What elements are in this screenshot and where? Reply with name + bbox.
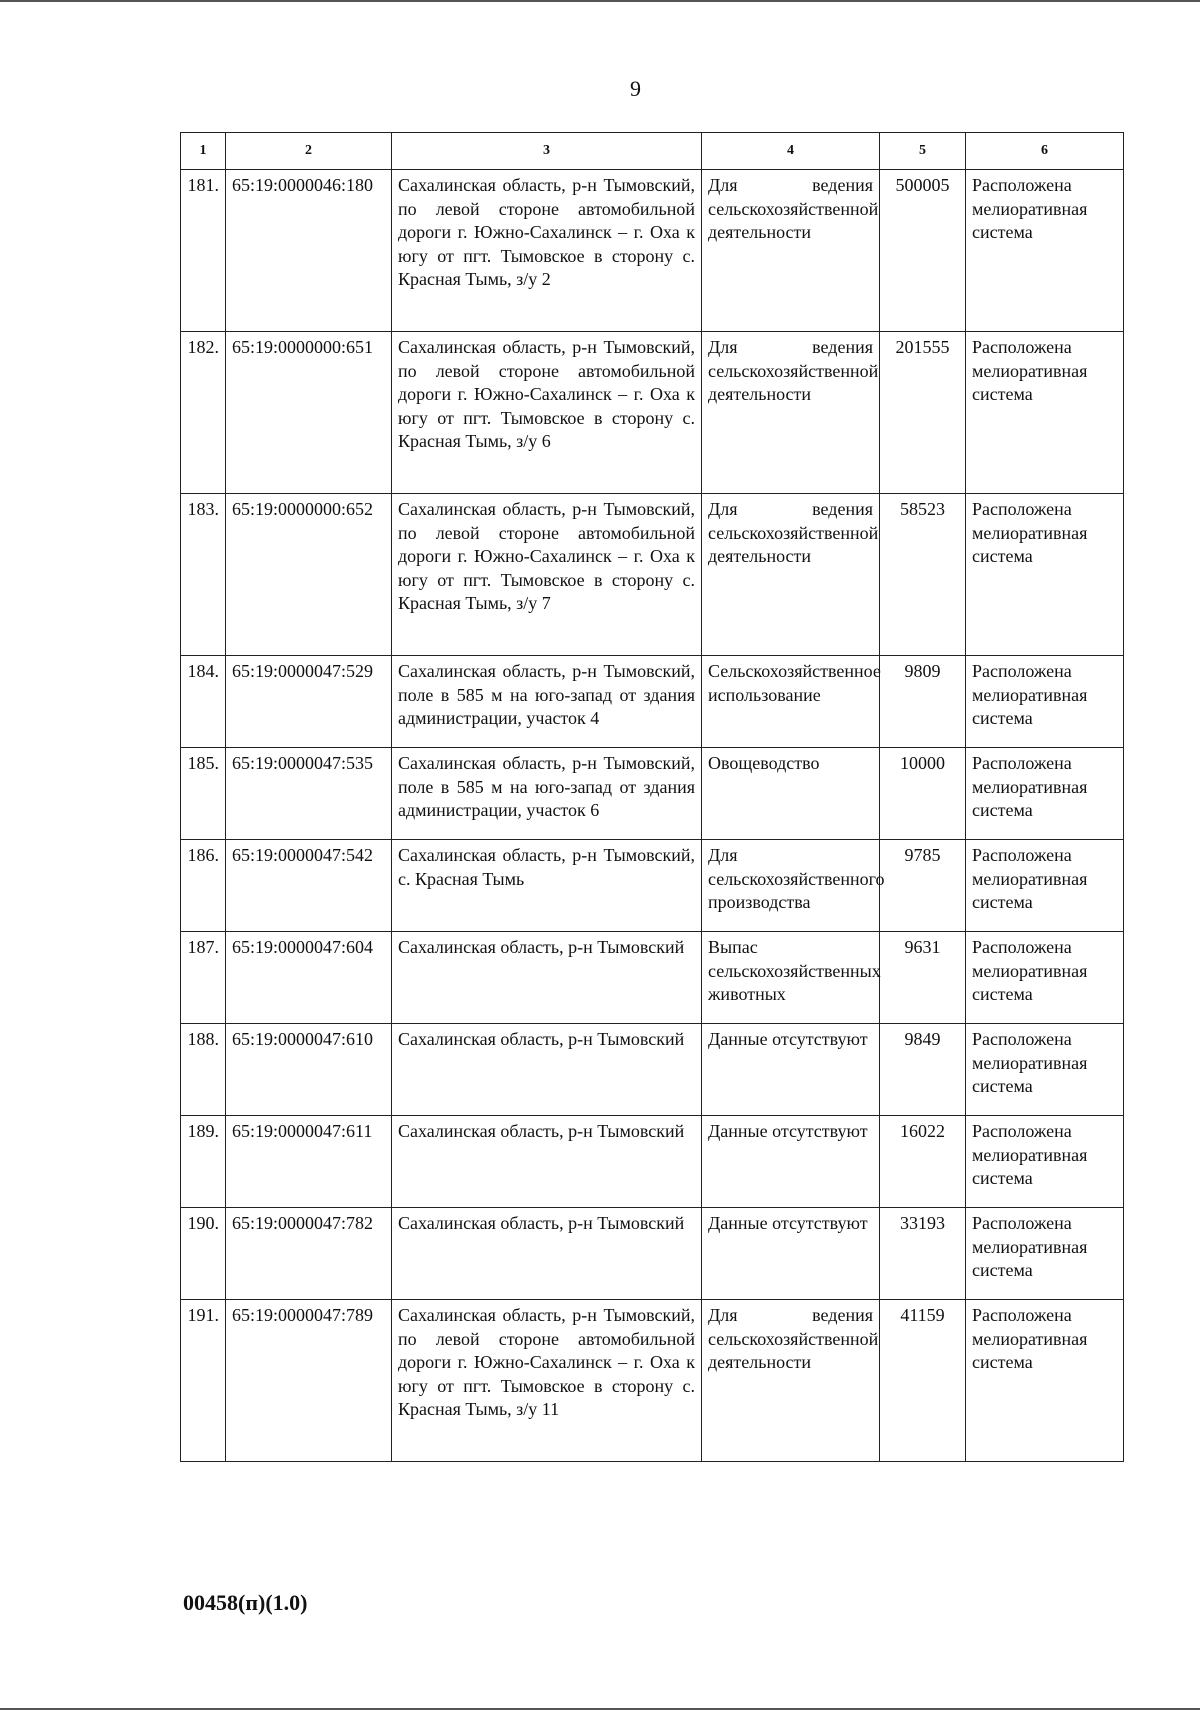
plot-area: 500005 — [880, 170, 966, 332]
table-row — [181, 748, 1124, 840]
plot-address: Сахалинская область, р-н Тымовский — [392, 1208, 702, 1300]
col-header-1: 1 — [181, 133, 226, 170]
permitted-use: Для ведения сельскохозяйственной деятельности — [702, 170, 880, 332]
col-header-4: 4 — [702, 133, 880, 170]
plot-note: Расположена мелиоративная система — [966, 840, 1124, 932]
permitted-use: Данные отсутствуют — [702, 1116, 880, 1208]
plot-note: Расположена мелиоративная система — [966, 1116, 1124, 1208]
permitted-use: Для сельскохозяйственного производства — [702, 840, 880, 932]
cadastral-number: 65:19:0000000:652 — [226, 494, 392, 656]
plot-address: Сахалинская область, р-н Тымовский, поле в 585 м на юго-запад от здания администрации, участок 4 — [392, 656, 702, 748]
plot-area: 9849 — [880, 1024, 966, 1116]
table-row — [181, 656, 1124, 748]
cadastral-number: 65:19:0000047:542 — [226, 840, 392, 932]
plot-address: Сахалинская область, р-н Тымовский, по левой стороне автомобильной дороги г. Южно-Сахалинск – г. Оха к югу от пгт. Тымовское в сторону с. Красная Тымь, з/у 11 — [392, 1300, 702, 1462]
permitted-use: Для ведения сельскохозяйственной деятельности — [702, 494, 880, 656]
row-number: 191. — [181, 1300, 226, 1462]
row-number: 190. — [181, 1208, 226, 1300]
plot-area: 9785 — [880, 840, 966, 932]
table-row — [181, 494, 1124, 656]
table-header-row — [181, 133, 1124, 170]
table-row — [181, 1116, 1124, 1208]
cadastral-number: 65:19:0000047:529 — [226, 656, 392, 748]
plot-area: 10000 — [880, 748, 966, 840]
cadastral-number: 65:19:0000046:180 — [226, 170, 392, 332]
table-row — [181, 932, 1124, 1024]
plot-address: Сахалинская область, р-н Тымовский — [392, 1116, 702, 1208]
table-row — [181, 332, 1124, 494]
cadastral-number: 65:19:0000047:604 — [226, 932, 392, 1024]
row-number: 188. — [181, 1024, 226, 1116]
plot-area: 16022 — [880, 1116, 966, 1208]
document-code: 00458(п)(1.0) — [183, 1590, 308, 1615]
col-header-2: 2 — [226, 133, 392, 170]
page-number: 9 — [630, 76, 641, 101]
cadastral-number: 65:19:0000047:789 — [226, 1300, 392, 1462]
plot-note: Расположена мелиоративная система — [966, 1208, 1124, 1300]
plot-note: Расположена мелиоративная система — [966, 932, 1124, 1024]
permitted-use: Для ведения сельскохозяйственной деятельности — [702, 332, 880, 494]
scan-edge-top — [0, 0, 1200, 2]
row-number: 189. — [181, 1116, 226, 1208]
table-row — [181, 1300, 1124, 1462]
row-number: 185. — [181, 748, 226, 840]
scan-edge-bottom — [0, 1708, 1200, 1710]
table-row — [181, 1024, 1124, 1116]
plot-address: Сахалинская область, р-н Тымовский, поле в 585 м на юго-запад от здания администрации, участок 6 — [392, 748, 702, 840]
row-number: 187. — [181, 932, 226, 1024]
row-number: 183. — [181, 494, 226, 656]
col-header-5: 5 — [880, 133, 966, 170]
plot-note: Расположена мелиоративная система — [966, 332, 1124, 494]
plot-note: Расположена мелиоративная система — [966, 1300, 1124, 1462]
col-header-6: 6 — [966, 133, 1124, 170]
table-row — [181, 840, 1124, 932]
permitted-use: Данные отсутствуют — [702, 1208, 880, 1300]
plot-area: 41159 — [880, 1300, 966, 1462]
plot-area: 58523 — [880, 494, 966, 656]
plot-area: 9809 — [880, 656, 966, 748]
table-row — [181, 1208, 1124, 1300]
plot-note: Расположена мелиоративная система — [966, 1024, 1124, 1116]
permitted-use: Выпас сельскохозяйственных животных — [702, 932, 880, 1024]
plot-area: 33193 — [880, 1208, 966, 1300]
plot-address: Сахалинская область, р-н Тымовский, по левой стороне автомобильной дороги г. Южно-Сахалинск – г. Оха к югу от пгт. Тымовское в сторону с. Красная Тымь, з/у 2 — [392, 170, 702, 332]
plot-address: Сахалинская область, р-н Тымовский, с. Красная Тымь — [392, 840, 702, 932]
permitted-use: Данные отсутствуют — [702, 1024, 880, 1116]
plot-area: 201555 — [880, 332, 966, 494]
cadastral-number: 65:19:0000047:782 — [226, 1208, 392, 1300]
col-header-3: 3 — [392, 133, 702, 170]
plot-address: Сахалинская область, р-н Тымовский, по левой стороне автомобильной дороги г. Южно-Сахалинск – г. Оха к югу от пгт. Тымовское в сторону с. Красная Тымь, з/у 7 — [392, 494, 702, 656]
cadastral-number: 65:19:0000047:611 — [226, 1116, 392, 1208]
table-row — [181, 170, 1124, 332]
row-number: 184. — [181, 656, 226, 748]
plot-note: Расположена мелиоративная система — [966, 494, 1124, 656]
plot-note: Расположена мелиоративная система — [966, 748, 1124, 840]
permitted-use: Для ведения сельскохозяйственной деятельности — [702, 1300, 880, 1462]
cadastral-number: 65:19:0000047:535 — [226, 748, 392, 840]
plot-note: Расположена мелиоративная система — [966, 656, 1124, 748]
cadastral-number: 65:19:0000000:651 — [226, 332, 392, 494]
land-plots-table — [180, 132, 1124, 1462]
permitted-use: Сельскохозяйственное использование — [702, 656, 880, 748]
plot-address: Сахалинская область, р-н Тымовский, по левой стороне автомобильной дороги г. Южно-Сахалинск – г. Оха к югу от пгт. Тымовское в сторону с. Красная Тымь, з/у 6 — [392, 332, 702, 494]
plot-note: Расположена мелиоративная система — [966, 170, 1124, 332]
plot-address: Сахалинская область, р-н Тымовский — [392, 932, 702, 1024]
row-number: 182. — [181, 332, 226, 494]
permitted-use: Овощеводство — [702, 748, 880, 840]
row-number: 181. — [181, 170, 226, 332]
plot-address: Сахалинская область, р-н Тымовский — [392, 1024, 702, 1116]
cadastral-number: 65:19:0000047:610 — [226, 1024, 392, 1116]
row-number: 186. — [181, 840, 226, 932]
plot-area: 9631 — [880, 932, 966, 1024]
